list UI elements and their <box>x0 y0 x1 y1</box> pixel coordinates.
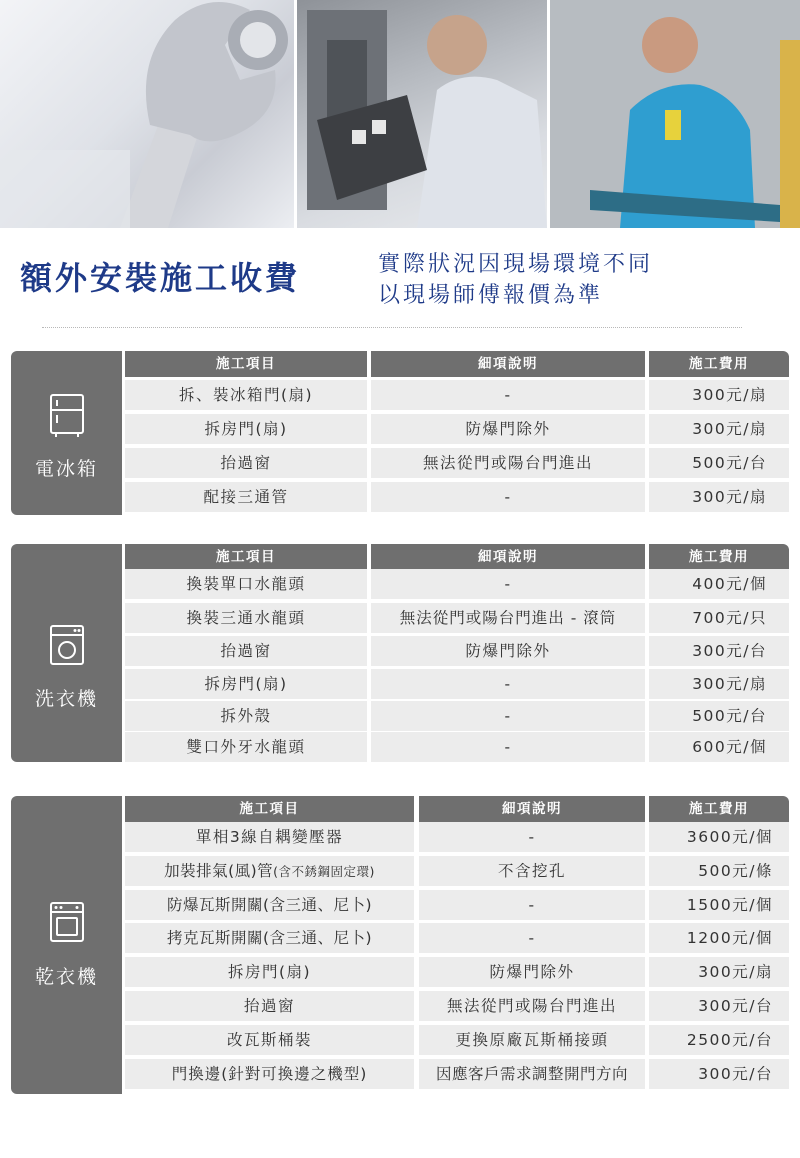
item-cell: 拆房門(扇) <box>125 414 367 444</box>
fee-cell: 600元/個 <box>649 732 789 762</box>
category-panel <box>11 796 122 1094</box>
detail-cell: - <box>371 482 645 512</box>
item-cell: 拆房門(扇) <box>125 669 367 699</box>
header-fee: 施工費用 <box>649 544 789 570</box>
fee-cell: 2500元/台 <box>649 1025 789 1055</box>
table-header <box>125 351 789 381</box>
fee-cell: 300元/台 <box>649 636 789 666</box>
item-cell: 抬過窗 <box>125 636 367 666</box>
detail-cell: - <box>419 890 645 920</box>
item-cell: 拆、裝冰箱門(扇) <box>125 380 367 410</box>
item-cell: 換裝單口水龍頭 <box>125 569 367 599</box>
table-row <box>125 923 789 953</box>
header-fee: 施工費用 <box>649 796 789 822</box>
section-fridge <box>11 351 789 515</box>
item-cell: 拆房門(扇) <box>125 957 414 987</box>
fee-cell: 500元/台 <box>649 701 789 731</box>
fee-cell: 300元/台 <box>649 991 789 1021</box>
table-row <box>125 732 789 762</box>
table-row <box>125 1025 789 1055</box>
item-text: 加裝排氣(風)管 <box>164 862 274 880</box>
header-item: 施工項目 <box>125 544 367 570</box>
fee-cell: 500元/條 <box>649 856 789 886</box>
detail-cell: - <box>371 732 645 762</box>
category-label: 電冰箱 <box>34 458 98 480</box>
detail-cell: - <box>371 669 645 699</box>
header-item: 施工項目 <box>125 796 414 822</box>
table-row <box>125 603 789 633</box>
header-detail: 細項說明 <box>371 351 645 377</box>
header-item: 施工項目 <box>125 351 367 377</box>
item-cell: 換裝三通水龍頭 <box>125 603 367 633</box>
table-row <box>125 856 789 886</box>
header-detail: 細項說明 <box>419 796 645 822</box>
item-cell: 拆外殼 <box>125 701 367 731</box>
section-dryer <box>11 796 789 1094</box>
page-title: 額外安裝施工收費 <box>20 259 301 297</box>
table-row <box>125 991 789 1021</box>
fee-cell: 3600元/個 <box>649 822 789 852</box>
detail-cell: 因應客戶需求調整開門方向 <box>419 1059 645 1089</box>
washing-machine-icon <box>49 624 85 668</box>
table-row <box>125 701 789 731</box>
header-fee: 施工費用 <box>649 351 789 377</box>
item-note: (含不銹鋼固定環) <box>273 864 375 879</box>
detail-cell: 防爆門除外 <box>371 636 645 666</box>
table-row <box>125 1059 789 1089</box>
detail-cell: 不含挖孔 <box>419 856 645 886</box>
table-row <box>125 482 789 512</box>
table-row <box>125 890 789 920</box>
detail-cell: 防爆門除外 <box>371 414 645 444</box>
fee-cell: 400元/個 <box>649 569 789 599</box>
fridge-icon <box>49 393 85 437</box>
photo-banner <box>0 0 800 228</box>
detail-cell: - <box>371 569 645 599</box>
category-panel <box>11 351 122 515</box>
item-cell: 抬過窗 <box>125 991 414 1021</box>
header-detail: 細項說明 <box>371 544 645 570</box>
table-row <box>125 669 789 699</box>
category-label: 乾衣機 <box>34 966 98 988</box>
section-washing-machine <box>11 544 789 762</box>
item-cell: 雙口外牙水龍頭 <box>125 732 367 762</box>
table-row <box>125 636 789 666</box>
table-row <box>125 414 789 444</box>
item-cell: 防爆瓦斯開關(含三通、尼卜) <box>125 890 414 920</box>
fee-cell: 1200元/個 <box>649 923 789 953</box>
item-cell: 拷克瓦斯開關(含三通、尼卜) <box>125 923 414 953</box>
detail-cell: - <box>419 923 645 953</box>
detail-cell: 無法從門或陽台門進出 - 滾筒 <box>371 603 645 633</box>
detail-cell: - <box>371 380 645 410</box>
fee-cell: 300元/扇 <box>649 482 789 512</box>
fee-cell: 700元/只 <box>649 603 789 633</box>
dryer-icon <box>49 901 85 945</box>
detail-cell: 無法從門或陽台門進出 <box>371 448 645 478</box>
subtitle-line: 以現場師傅報價為準 <box>378 283 604 308</box>
item-cell: 改瓦斯桶裝 <box>125 1025 414 1055</box>
table-row <box>125 822 789 852</box>
detail-cell: 防爆門除外 <box>419 957 645 987</box>
fee-cell: 500元/台 <box>649 448 789 478</box>
fee-cell: 300元/扇 <box>649 414 789 444</box>
fee-cell: 1500元/個 <box>649 890 789 920</box>
detail-cell: - <box>371 701 645 731</box>
table-row <box>125 380 789 410</box>
fee-cell: 300元/台 <box>649 1059 789 1089</box>
category-panel <box>11 544 122 762</box>
category-label: 洗衣機 <box>34 688 98 710</box>
worker-photo <box>550 0 800 228</box>
fee-cell: 300元/扇 <box>649 669 789 699</box>
wrench-photo <box>0 0 294 228</box>
subtitle <box>378 249 653 311</box>
table-row <box>125 448 789 478</box>
detail-cell: - <box>419 822 645 852</box>
subtitle-line: 實際狀況因現場環境不同 <box>378 252 654 277</box>
item-cell <box>125 856 414 886</box>
item-cell: 門換邊(針對可換邊之機型) <box>125 1059 414 1089</box>
item-cell: 配接三通管 <box>125 482 367 512</box>
divider <box>42 327 742 328</box>
item-cell: 單相3線自耦變壓器 <box>125 822 414 852</box>
item-cell: 抬過窗 <box>125 448 367 478</box>
fee-cell: 300元/扇 <box>649 957 789 987</box>
fee-cell: 300元/扇 <box>649 380 789 410</box>
table-row <box>125 957 789 987</box>
detail-cell: 更換原廠瓦斯桶接頭 <box>419 1025 645 1055</box>
table-row <box>125 569 789 599</box>
detail-cell: 無法從門或陽台門進出 <box>419 991 645 1021</box>
technician-photo <box>297 0 547 228</box>
